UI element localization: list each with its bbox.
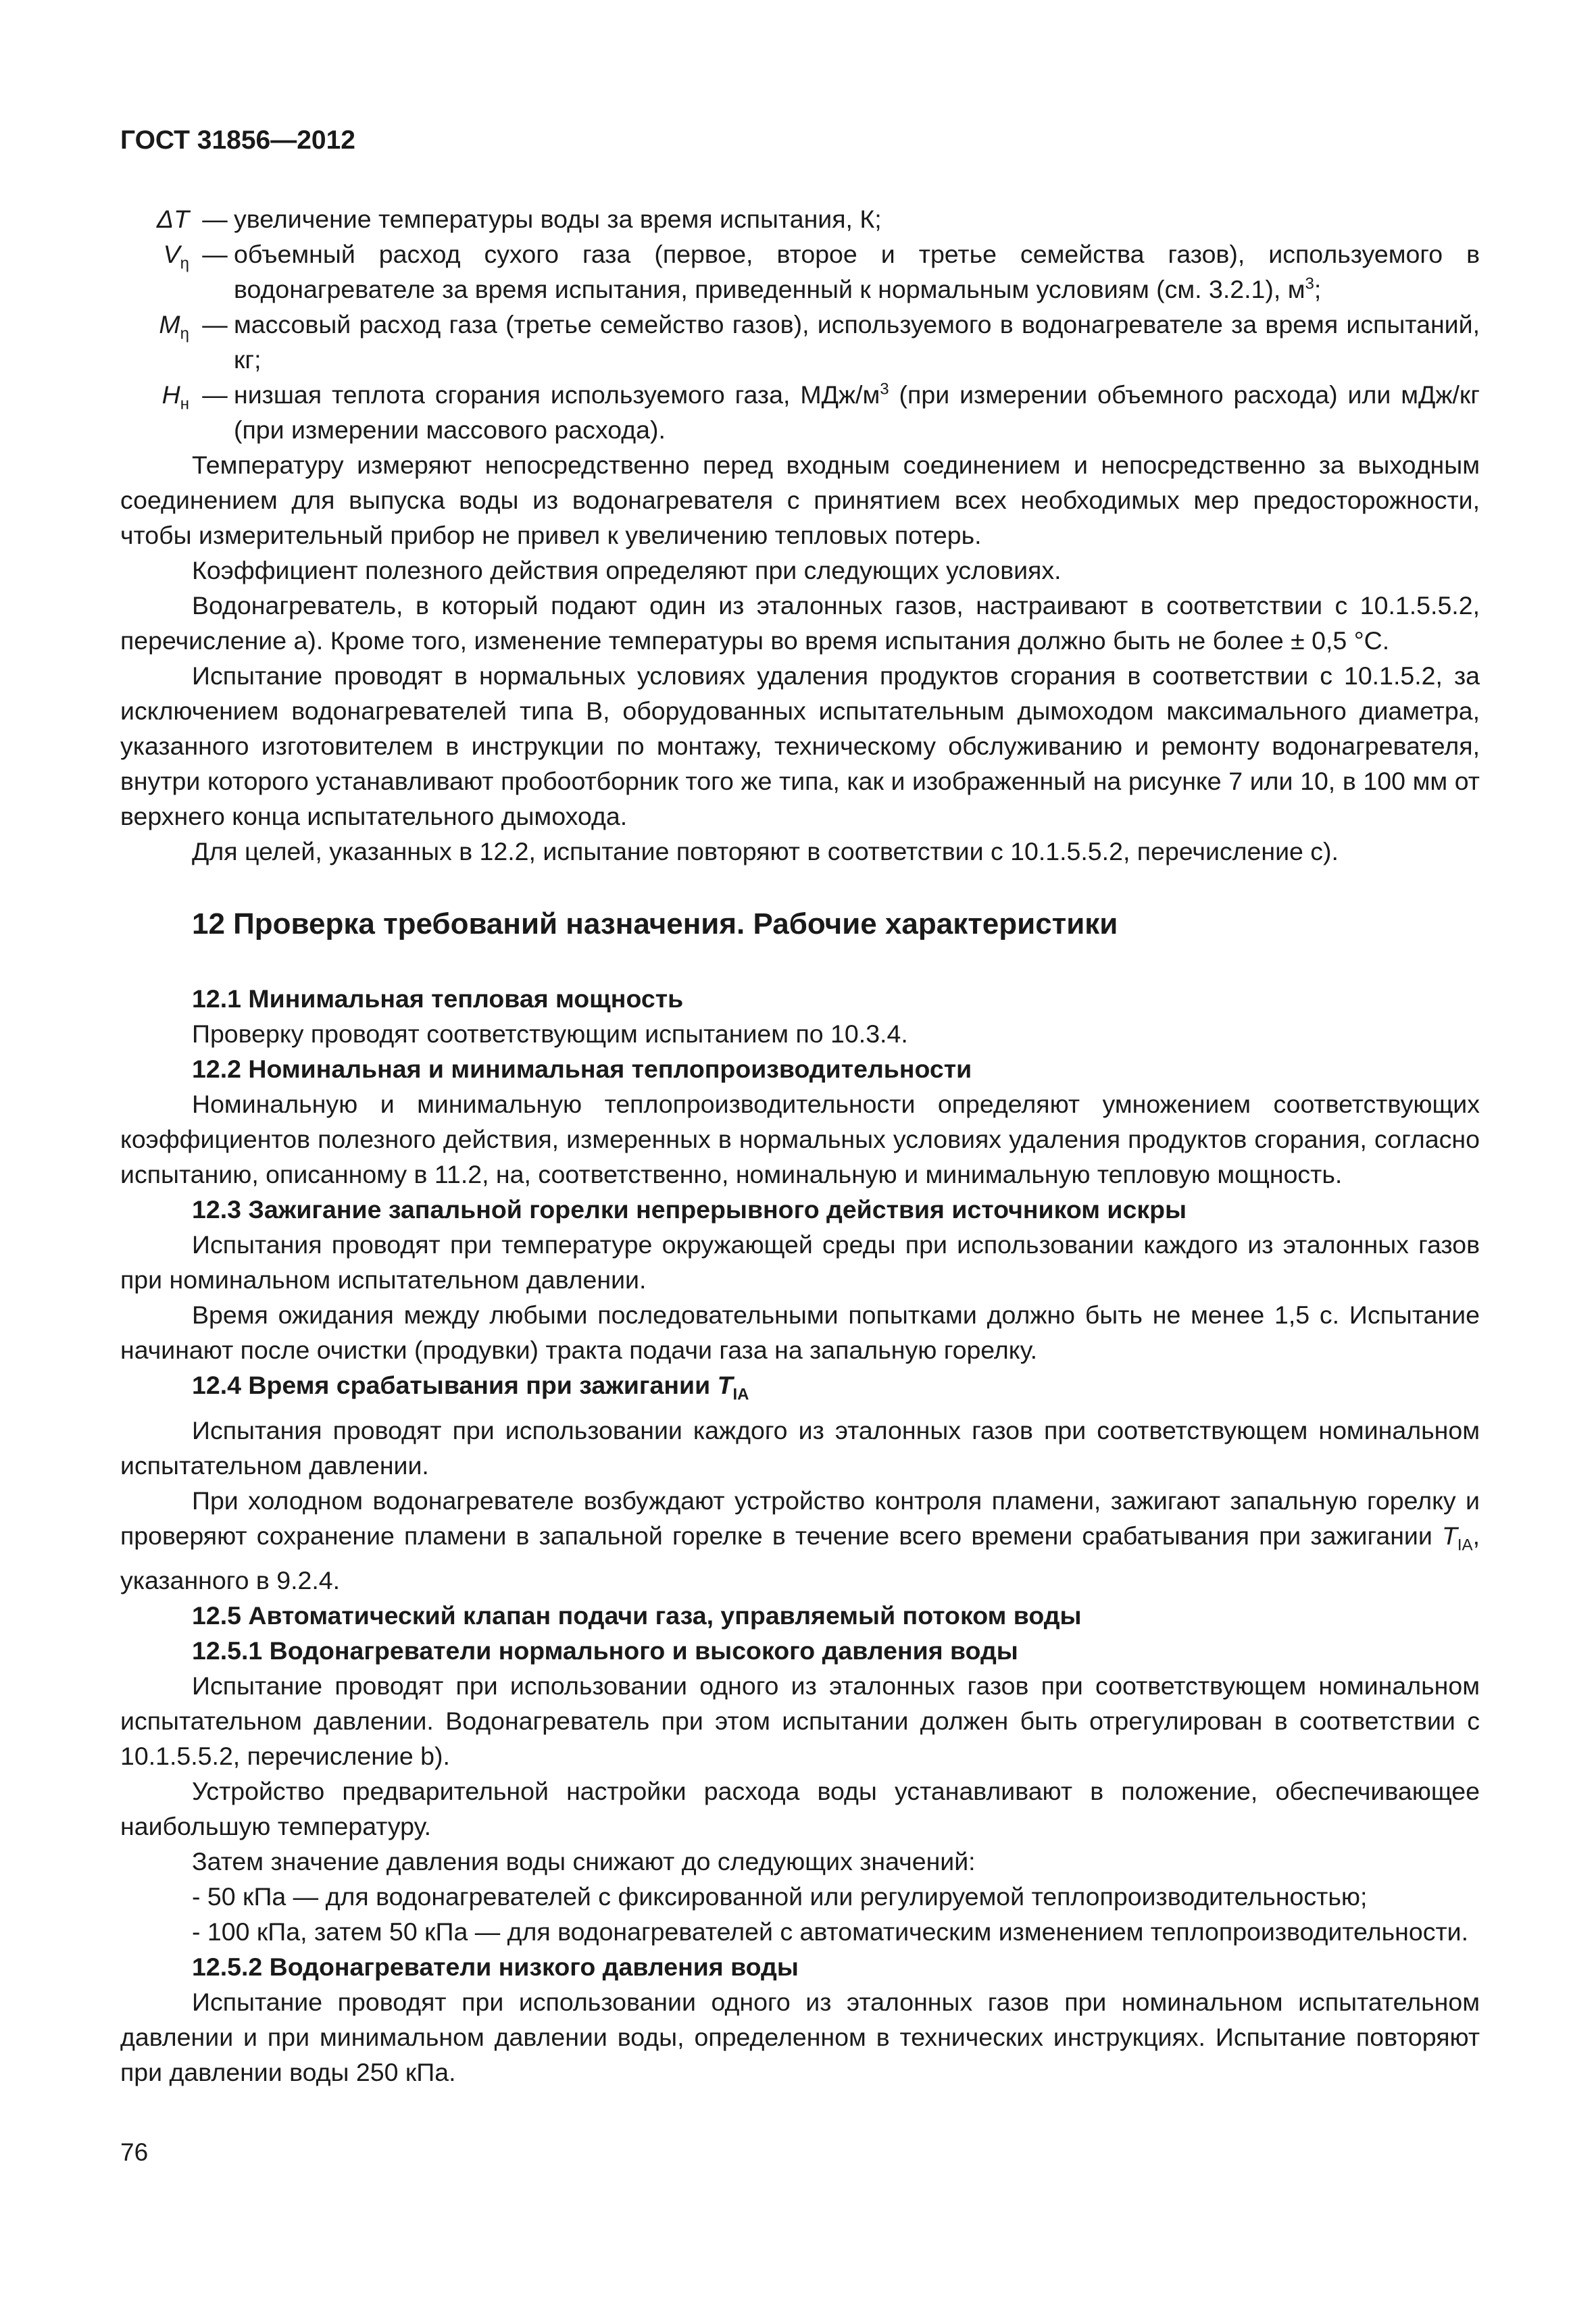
definition-dash: — [202,240,228,268]
paragraph: Коэффициент полезного действия определяют при следующих условиях. [192,556,1062,584]
paragraph: Испытания проводят при температуре окружающей среды при использовании каждого из эталонных газов при номинальном испытательном давлении. [120,1230,1480,1294]
definition-symbol: ΔT [156,205,189,233]
subsection-heading: 12.2 Номинальная и минимальная теплопроизводительности [192,1055,972,1083]
definition-row [120,201,1480,236]
subsection-heading: 12.3 Зажигание запальной горелки непрерывного действия источником искры [192,1195,1187,1224]
list-item: - 100 кПа, затем 50 кПа — для водонагревателей с автоматическим изменением теплопроизводительности. [192,1917,1469,1946]
definition-dash: — [202,310,228,338]
definition-row [120,307,1480,377]
subsection-heading: 12.5.1 Водонагреватели нормального и высокого давления воды [192,1636,1018,1665]
list-item: - 50 кПа — для водонагревателей с фиксированной или регулируемой теплопроизводительностью; [192,1882,1368,1911]
definition-dash: — [202,205,228,233]
paragraph: Номинальную и минимальную теплопроизводительности определяют умножением соответствующих коэффициентов полезного действия, измеренных в нормальных условиях удаления продуктов сгорания, согласно испытанию, описанному в 11.2, на, соответственно, номинальную и минимальную тепловую мощность. [120,1090,1480,1188]
paragraph: Испытания проводят при использовании каждого из эталонных газов при соответствующем номинальном испытательном давлении. [120,1415,1480,1480]
symbol-definitions [120,201,1480,447]
definition-symbol: $V_\eta$ [163,240,189,273]
definition-symbol: $H_н$ [161,380,189,413]
subsection-heading: 12.5 Автоматический клапан подачи газа, управляемый потоком воды [192,1601,1082,1630]
paragraph: Испытание проводят при использовании одного из эталонных газов при соответствующем номинальном испытательном давлении. Водонагреватель при этом испытании должен быть отрегулирован в соответствии с 10.1.5.5.2, перечисление b). [120,1671,1480,1770]
definition-row [120,377,1480,447]
paragraph: Водонагреватель, в который подают один из эталонных газов, настраивают в соответствии с 10.1.5.5.2, перечисление а). Кроме того, изменение температуры во время испытания должно быть не более ± 0,5 °С. [120,591,1480,655]
definition-row [120,236,1480,307]
definition-symbol: $M_\eta$ [159,310,189,343]
page-number: 76 [120,2138,149,2166]
paragraph: Для целей, указанных в 12.2, испытание повторяют в соответствии с 10.1.5.5.2, перечисление с). [192,837,1339,865]
definition-text: увеличение температуры воды за время испытания, К; [234,205,882,233]
paragraph: Затем значение давления воды снижают до следующих значений: [192,1847,976,1876]
paragraph: Испытание проводят при использовании одного из эталонных газов при номинальном испытательном давлении и при минимальном давлении воды, определенном в технических инструкциях. Испытание повторяют при давлении воды 250 кПа. [120,1988,1480,2086]
section-heading: 12 Проверка требований назначения. Рабочие характеристики [192,907,1118,940]
page-content [120,201,1480,2090]
paragraph: Испытание проводят в нормальных условиях удаления продуктов сгорания в соответствии с 10.1.5.2, за исключением водонагревателей типа В, оборудованных испытательным дымоходом максимального диаметра, указанного изготовителем в инструкции по монтажу, техническому обслуживанию и ремонту водонагревателя, внутри которого устанавливают пробоотборник того же типа, как и изображенный на рисунке 7 или 10, в 100 мм от верхнего конца испытательного дымохода. [120,661,1480,830]
paragraph: При холодном водонагревателе возбуждают устройство контроля пламени, зажигают запальную горелку и проверяют сохранение пламени в запальной горелке в течение всего времени срабатывания при зажигании $T_{IA}$, указанного в 9.2.4. [120,1486,1480,1594]
definition-text: низшая теплота сгорания используемого газа, МДж/$м^3$ (при измерении объемного расхода) или мДж/кг (при измерении массового расхода). [234,380,1480,444]
paragraph: Время ожидания между любыми последовательными попытками должно быть не менее 1,5 с. Испытание начинают после очистки (продувки) тракта подачи газа на запальную горелку. [120,1301,1480,1364]
subsection-heading: 12.5.2 Водонагреватели низкого давления воды [192,1953,799,1981]
subsection-heading: 12.1 Минимальная тепловая мощность [192,984,684,1013]
definition-dash: — [202,380,228,409]
paragraph: Температуру измеряют непосредственно перед входным соединением и непосредственно за выходным соединением для выпуска воды из водонагревателя с принятием всех необходимых мер предосторожности, чтобы измерительный прибор не привел к увеличению тепловых потерь. [120,451,1480,549]
paragraph: Устройство предварительной настройки расхода воды устанавливают в положение, обеспечивающее наибольшую температуру. [120,1777,1480,1840]
definition-text: массовый расход газа (третье семейство газов), используемого в водонагревателе за время испытаний, кг; [234,310,1480,374]
subsection-heading: 12.4 Время срабатывания при зажигании $T_{IA}$ [192,1371,749,1404]
paragraph: Проверку проводят соответствующим испытанием по 10.3.4. [192,1020,908,1048]
definition-text: объемный расход сухого газа (первое, второе и третье семейства газов), используемого в водонагревателе за время испытания, приведенный к нормальным условиям (см. 3.2.1), $м^3$; [234,240,1480,303]
document-header: ГОСТ 31856—2012 [120,126,355,155]
